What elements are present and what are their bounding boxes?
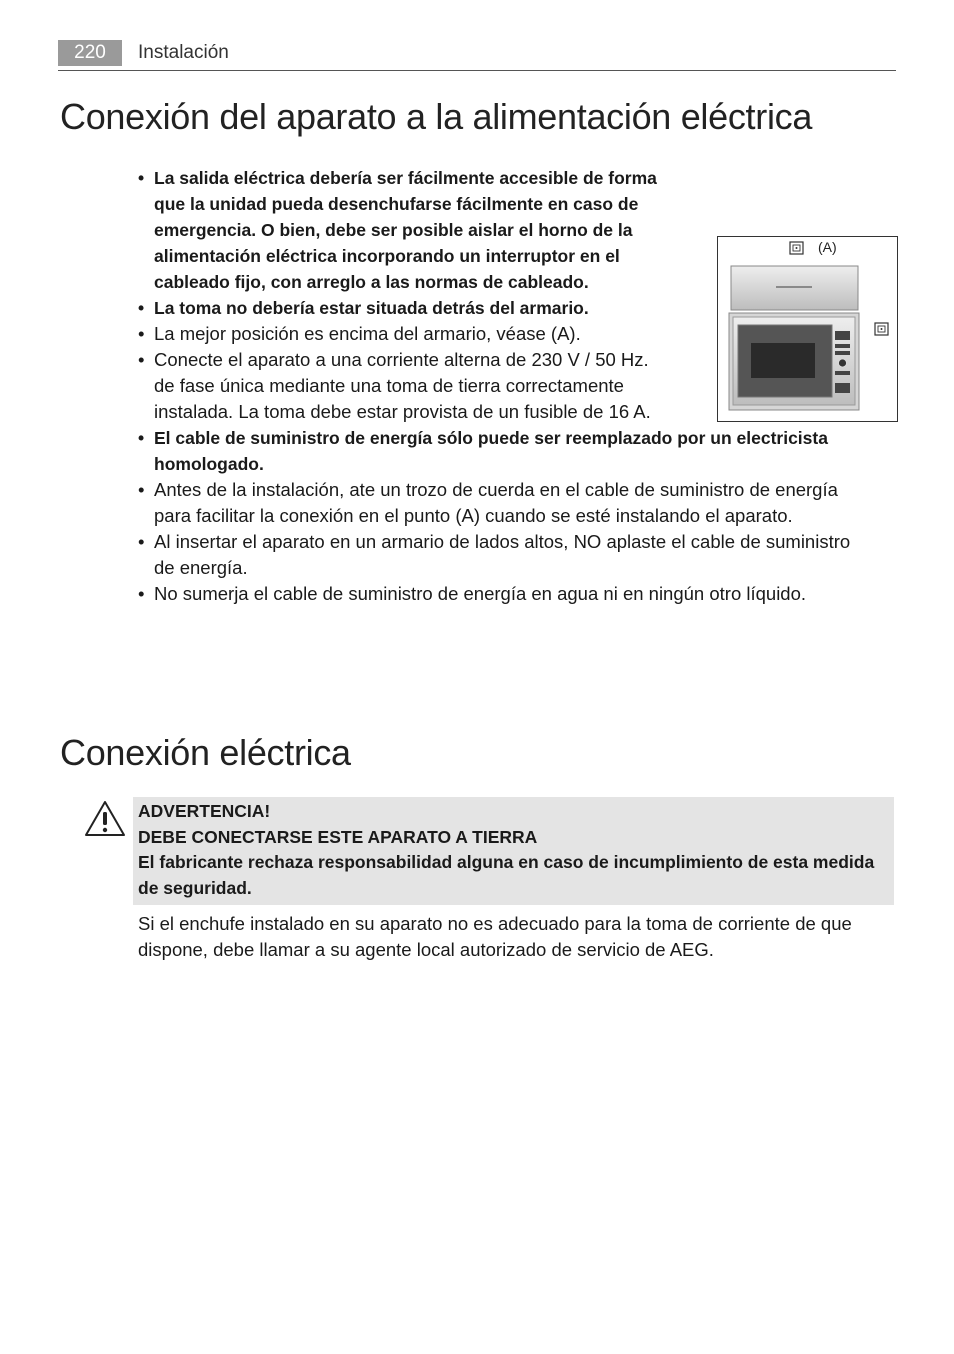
figure-label-a: (A) bbox=[818, 239, 837, 255]
socket-icon bbox=[875, 323, 888, 335]
socket-icon bbox=[790, 242, 803, 254]
warning-heading: ADVERTENCIA! bbox=[138, 801, 271, 821]
list-item: • El cable de suministro de energía sólo puede ser reemplazado por un electricista homologado. bbox=[138, 425, 864, 477]
warning-box bbox=[133, 797, 894, 905]
list-item: • La mejor posición es encima del armario, véase (A). bbox=[138, 321, 864, 347]
list-item: • La toma no debería estar situada detrás del armario. bbox=[138, 295, 864, 321]
list-item: • Conecte el aparato a una corriente alterna de 230 V / 50 Hz. de fase única mediante una toma de tierra correctamente instalada. La toma debe estar provista de un fusible de 16 A. bbox=[138, 347, 674, 425]
warning-triangle-icon bbox=[84, 800, 126, 838]
warning-line: El fabricante rechaza responsabilidad alguna en caso de incumplimiento de esta medida de seguridad. bbox=[138, 852, 875, 898]
warning-line: DEBE CONECTARSE ESTE APARATO A TIERRA bbox=[138, 826, 538, 847]
page-header bbox=[58, 40, 896, 71]
list-item: • Al insertar el aparato en un armario de lados altos, NO aplaste el cable de suministro de energía. bbox=[138, 529, 864, 581]
section-title-electrical-connection: Conexión eléctrica bbox=[60, 732, 351, 773]
section-title-power-connection: Conexión del aparato a la alimentación eléctrica bbox=[60, 96, 813, 137]
oven-cabinet-illustration bbox=[718, 237, 897, 421]
list-item: • La salida eléctrica debería ser fácilmente accesible de forma que la unidad pueda desenchufarse fácilmente en caso de emergencia. O bien, debe ser posible aislar el horno de la alimentación eléctrica incorporando un interruptor en el cableado fijo, con arreglo a las normas de cableado. bbox=[138, 165, 674, 295]
section-name: Instalación bbox=[138, 42, 229, 63]
page-number: 220 bbox=[58, 40, 122, 66]
installation-figure bbox=[717, 236, 898, 422]
body-paragraph: Si el enchufe instalado en su aparato no es adecuado para la toma de corriente de que dispone, debe llamar a su agente local autorizado de servicio de AEG. bbox=[138, 913, 852, 960]
list-item: • Antes de la instalación, ate un trozo de cuerda en el cable de suministro de energía para facilitar la conexión en el punto (A) cuando se esté instalando el aparato. bbox=[138, 477, 864, 529]
list-item: • No sumerja el cable de suministro de energía en agua ni en ningún otro líquido. bbox=[138, 581, 864, 607]
